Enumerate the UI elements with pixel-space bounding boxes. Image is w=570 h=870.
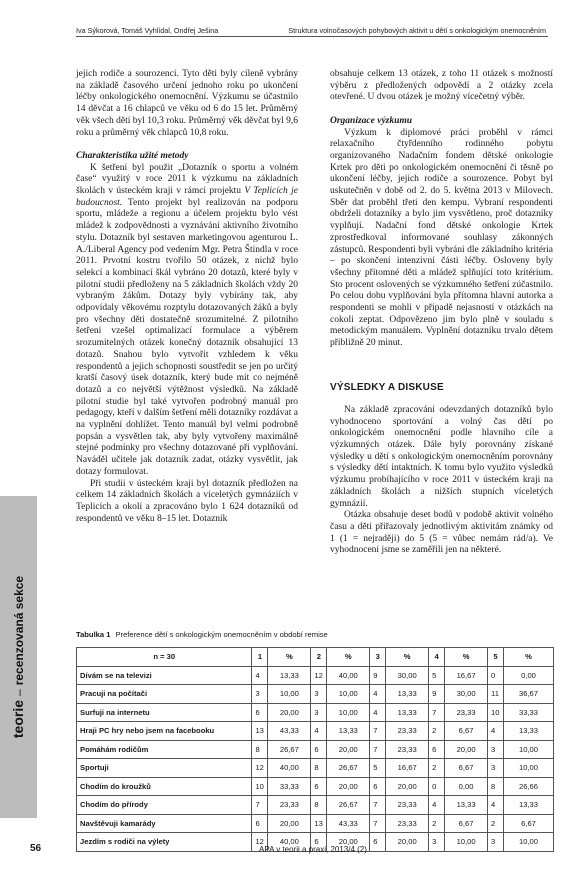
table-cell: 8	[311, 759, 327, 778]
table-cell: 4	[488, 722, 504, 741]
table-cell: 5	[429, 666, 445, 685]
table-cell: 13,33	[386, 685, 429, 704]
table-cell: 23,33	[445, 703, 488, 722]
table-header-cell: %	[268, 648, 311, 667]
table-cell: 43,33	[327, 814, 370, 833]
table-cell: 6	[429, 740, 445, 759]
table-cell: 9	[370, 666, 386, 685]
table-cell: 26,67	[327, 759, 370, 778]
page-number: 56	[30, 843, 42, 854]
table-cell: 8	[311, 796, 327, 815]
table-cell: 6	[311, 740, 327, 759]
table-row	[77, 703, 554, 722]
table-cell: 4	[370, 685, 386, 704]
table-row	[77, 814, 554, 833]
table-cell: 3	[311, 703, 327, 722]
sidebar-dash: –	[11, 689, 26, 696]
paragraph: Výzkum k diplomové práci proběhl v rámci relaxačního čtyřdenního rodinného pobytu organizovaného Nadačním fondem dětské onkologie Krtek pro děti po onkologickém onemocnění či těsně po ukončení léčby, jejich rodiče a sourozence. Pobyt byl uskutečněn v době od 2. do 5. května 2013 v Milovech. Sběr dat proběhl třetí den kempu. Vybraní respondenti obdrželi dotazníky a bylo jim vysvětleno, proč dotazníky vyplňují. Nadační fond dětské onkologie Krtek zprostředkoval informované souhlasy zákonných zástupců. Respondenti byli vybráni dle základního kritéria – po skončení intenzivní části léčby. Osloveny byly všechny přítomné děti a mládež splňující toto kritérium. Sto procent oslovených se výzkumného šetření zúčastnilo. Po celou dobu vyplňování byla přítomna hlavní autorka a respondenti se mohli v případě nejasností v otázkách na cokoli zeptat. Odpovězeno jim bylo plně v souladu s metodickým manuálem. Vyplnění dotazníku trvalo dětem přibližně 20 minut.	[330, 127, 553, 349]
table-row-label: Surfuji na internetu	[77, 703, 252, 722]
table-header-cell: 5	[488, 648, 504, 667]
table-cell: 13,33	[386, 703, 429, 722]
table-header-cell: %	[445, 648, 488, 667]
table-cell: 6,67	[445, 722, 488, 741]
table-row-label: Chodím do přírody	[77, 796, 252, 815]
table-header-cell: %	[327, 648, 370, 667]
table-cell: 4	[488, 796, 504, 815]
table-cell: 36,67	[504, 685, 554, 704]
table-cell: 20,00	[268, 814, 311, 833]
right-column	[330, 69, 553, 557]
table-cell: 10,00	[327, 703, 370, 722]
table-cell: 8	[252, 740, 268, 759]
table-row	[77, 796, 554, 815]
table-cell: 40,00	[268, 833, 311, 852]
table-cell: 0,00	[504, 666, 554, 685]
section-sidebar	[0, 496, 37, 818]
table-cell: 2	[429, 814, 445, 833]
table-cell: 33,33	[268, 777, 311, 796]
table-cell: 9	[429, 685, 445, 704]
header-divider	[76, 36, 548, 37]
table-cell: 26,66	[504, 777, 554, 796]
preferences-table	[76, 647, 554, 852]
table-row-label: Chodím do kroužků	[77, 777, 252, 796]
table-row-label: Navštěvuji kamarády	[77, 814, 252, 833]
table-cell: 40,00	[268, 759, 311, 778]
table-cell: 5	[370, 759, 386, 778]
section-heading-results: VÝSLEDKY A DISKUSE	[330, 381, 444, 393]
table-label: Tabulka 1	[76, 630, 111, 639]
table-cell: 13	[252, 722, 268, 741]
table-row-label: Pracuji na počítači	[77, 685, 252, 704]
table-cell: 23,33	[386, 796, 429, 815]
journal-footer: APA v teorii a praxi, 2013/4 (2)	[259, 845, 367, 854]
table-cell: 40,00	[327, 666, 370, 685]
table-header-cell: %	[386, 648, 429, 667]
left-column	[76, 69, 298, 525]
table-cell: 23,33	[386, 814, 429, 833]
table-cell: 0,00	[445, 777, 488, 796]
table-row-label: Jezdím s rodiči na výlety	[77, 833, 252, 852]
table-cell: 23,33	[268, 796, 311, 815]
running-header-title: Struktura volnočasových pohybových aktivit u dětí s onkologickým onemocněním	[288, 26, 546, 35]
paragraph: K šetření byl použit „Dotazník o sportu a volném čase“ využitý v roce 2011 k výzkumu na základních školách v ústeckém kraji v rámci projektu V Teplicích je budoucnost. Tento projekt byl realizován na podporu sportu, mládeže a regionu a účelem projektu bylo vést mládež k zodpovědnosti a vyznávání aktivního životního stylu. Dotazník byl sestaven marketingovou agenturou L. A./Liberal Agency pod vedením Mgr. Petra Štindla v roce 2011. Prvotní kostru tvořilo 50 otázek, z nichž bylo selekcí a kombinací škál vybráno 20 dotazů, které byly v pilotní studii předloženy na 5 základních školách vždy 20 vybraným žákům. Dotazy byly vybírány tak, aby odpovídaly věkovému rozptylu dotazovaných žáků a byly pro všechny děti dostatečně srozumitelné. Z pilotního šetření vzešel optimalizací formulace a výběrem srozumitelných otázek konečný dotazník obsahující 13 dotazů. Snahou bylo vytvořit vzhledem k věku respondentů a jejich schopnosti soustředit se jen po určitý kratší časový úsek dotazník, který bude mít co nejméně dotazů a co největší výtěžnost výsledků. Na základě pilotní studie byl také vytvořen podrobný manuál pro pedagogy, kteří v dalším šetření měli dotazníky rozdávat a na vyplnění dohlížet. Tento manuál byl velmi podrobně popsán a vysvětlen tak, aby byly vytvořeny maximálně stejné podmínky pro všechny dotazované při vyplňování. Naváděl učitele jak dotazník zadat, otázky vysvětlit, jak dotazy formulovat.	[76, 162, 298, 477]
table-header-cell: 1	[252, 648, 268, 667]
table-cell: 3	[488, 759, 504, 778]
table-header-cell: n = 30	[77, 648, 252, 667]
table-cell: 0	[429, 777, 445, 796]
table-body	[77, 666, 554, 851]
table-cell: 33,33	[504, 703, 554, 722]
table-cell: 6	[252, 703, 268, 722]
table-cell: 2	[488, 814, 504, 833]
running-header-authors: Iva Sýkorová, Tomáš Vyhlídal, Ondřej Ješina	[76, 26, 219, 35]
table-cell: 7	[370, 796, 386, 815]
table-row-label: Dívám se na televizi	[77, 666, 252, 685]
table-cell: 6,67	[445, 759, 488, 778]
table-cell: 2	[429, 722, 445, 741]
table-cell: 6	[311, 777, 327, 796]
paragraph: jejich rodiče a sourozenci. Tyto děti byly cíleně vybrány na základě časového určení jednoho roku po ukončení léčby onkologického onemocnění. Výzkumu se účastnilo 14 děvčat a 16 chlapců ve věku od 6 do 15 let. Průměrný věk všech dětí byl 10,3 roku. Průměrný věk děvčat byl 9,6 roku a průměrný věk chlapců 10,8 roku.	[76, 69, 298, 138]
table-header-cell: 3	[370, 648, 386, 667]
table-cell: 20,00	[268, 703, 311, 722]
table-row	[77, 722, 554, 741]
table-row-label: Hraji PC hry nebo jsem na facebooku	[77, 722, 252, 741]
table-cell: 13,33	[504, 796, 554, 815]
table-row-label: Pomáhám rodičům	[77, 740, 252, 759]
table-cell: 0	[488, 666, 504, 685]
table-cell: 10,00	[268, 685, 311, 704]
table-cell: 7	[370, 814, 386, 833]
table-cell: 10,00	[445, 833, 488, 852]
table-cell: 20,00	[445, 740, 488, 759]
table-cell: 6	[370, 833, 386, 852]
table-cell: 43,33	[268, 722, 311, 741]
table-cell: 4	[311, 722, 327, 741]
table-cell: 7	[429, 703, 445, 722]
table-row	[77, 777, 554, 796]
table-cell: 10,00	[504, 833, 554, 852]
table-cell: 16,67	[445, 666, 488, 685]
table-row	[77, 666, 554, 685]
table-row	[77, 740, 554, 759]
paragraph: Na základě zpracování odevzdaných dotazníků bylo vyhodnoceno sportování a volný čas dětí po onkologickém onemocnění podle hlavního cíle a výzkumných otázek. Dále byly porovnány získané výsledky u dětí s onkologickým onemocněním porovnány s výsledky dětí intaktních. K tomu bylo využito výsledků výzkumu probíhajícího v roce 2011 v ústeckém kraji na základních školách a nižších stupních víceletých gymnázií.	[330, 404, 553, 509]
table-cell: 12	[252, 759, 268, 778]
table-row	[77, 685, 554, 704]
table-cell: 6,67	[445, 814, 488, 833]
table-cell: 12	[252, 833, 268, 852]
table-cell: 10,00	[504, 740, 554, 759]
table-cell: 26,67	[268, 740, 311, 759]
table-cell: 20,00	[327, 833, 370, 852]
paragraph: obsahuje celkem 13 otázek, z toho 11 otázek s možností výběru z předložených odpovědí a 2 otázky zcela otevřené. U dvou otázek je možný vícečetný výběr.	[330, 69, 553, 103]
table-cell: 10	[488, 703, 504, 722]
table-row-label: Sportuji	[77, 759, 252, 778]
table-cell: 6	[370, 777, 386, 796]
table-cell: 3	[311, 685, 327, 704]
table-cell: 11	[488, 685, 504, 704]
paragraph: Otázka obsahuje deset bodů v podobě aktivit volného času a děti přiřazovaly jednotlivým aktivitám známky od 1 (1 = nejraději) do 5 (5 = vůbec nemám rád/a). Ve vyhodnocení jsme se zaměřili jen na některé.	[330, 510, 553, 556]
table-header-cell: 4	[429, 648, 445, 667]
table-header-cell: %	[504, 648, 554, 667]
subheading-organization: Organizace výzkumu	[330, 115, 413, 126]
table-cell: 7	[370, 722, 386, 741]
table-cell: 4	[429, 796, 445, 815]
table-cell: 10,00	[504, 759, 554, 778]
table-caption	[76, 630, 328, 639]
table-cell: 13,33	[445, 796, 488, 815]
table-cell: 20,00	[386, 833, 429, 852]
table-cell: 26,67	[327, 796, 370, 815]
table-cell: 10	[252, 777, 268, 796]
section-sidebar-label	[10, 576, 28, 738]
table-cell: 20,00	[327, 777, 370, 796]
table-cell: 4	[370, 703, 386, 722]
table-cell: 3	[488, 833, 504, 852]
table-caption-text: Preference dětí s onkologickým onemocněním v období remise	[115, 630, 328, 639]
table-cell: 20,00	[327, 740, 370, 759]
table-cell: 12	[311, 666, 327, 685]
paragraph: Při studii v ústeckém kraji byl dotazník předložen na celkem 14 základních školách a víceletých gymnáziích v Teplicích a okolí a zpracováno bylo 1 624 dotazníků od respondentů ve věku 8–15 let. Dotazník	[76, 478, 298, 524]
table-cell: 20,00	[386, 777, 429, 796]
subheading-method: Charakteristika užité metody	[76, 150, 189, 161]
table-cell: 6	[311, 833, 327, 852]
table-cell: 13,33	[327, 722, 370, 741]
table-cell: 23,33	[386, 722, 429, 741]
table-cell: 13,33	[268, 666, 311, 685]
table-cell: 13,33	[504, 722, 554, 741]
table-row	[77, 759, 554, 778]
table-cell: 4	[252, 666, 268, 685]
table-cell: 10,00	[327, 685, 370, 704]
table-cell: 6,67	[504, 814, 554, 833]
table-cell: 13	[311, 814, 327, 833]
table-cell: 6	[252, 814, 268, 833]
sidebar-section-name: teorie	[9, 699, 26, 739]
table-cell: 23,33	[386, 740, 429, 759]
sidebar-subsection-name: recenzovaná sekce	[11, 575, 26, 686]
table-cell: 7	[370, 740, 386, 759]
table-cell: 30,00	[386, 666, 429, 685]
table-header-cell: 2	[311, 648, 327, 667]
table-cell: 30,00	[445, 685, 488, 704]
table-cell: 3	[429, 833, 445, 852]
table-cell: 8	[488, 777, 504, 796]
table-cell: 2	[429, 759, 445, 778]
table-cell: 3	[252, 685, 268, 704]
table-header-row	[77, 648, 554, 667]
table-cell: 7	[252, 796, 268, 815]
table-cell: 3	[488, 740, 504, 759]
table-cell: 16,67	[386, 759, 429, 778]
